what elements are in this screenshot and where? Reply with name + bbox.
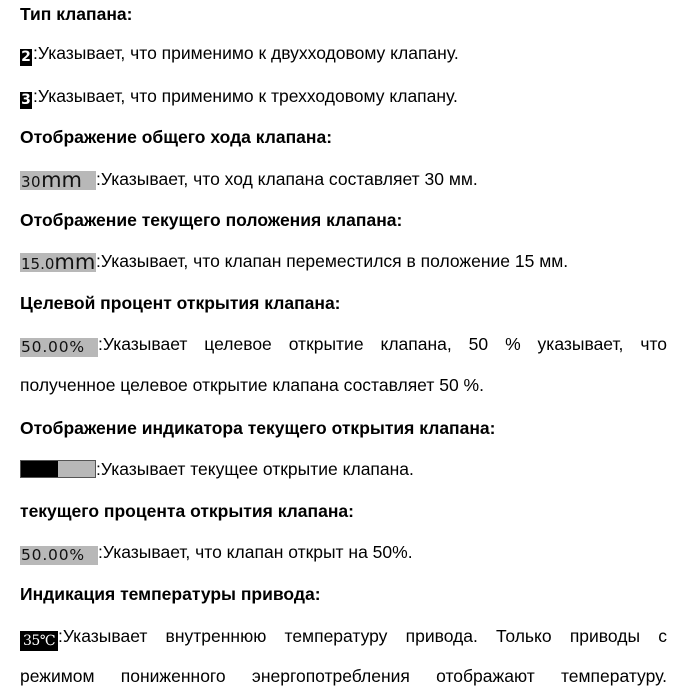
actuator-temp-desc-1: :Указывает внутреннюю температуру привода. Только приводы с: [57, 626, 667, 646]
open-indicator-fill: [21, 461, 58, 477]
total-stroke-readout: [20, 168, 96, 192]
two-way-valve-icon: 2: [21, 49, 31, 65]
target-percent-desc-1: :Указывает целевое открытие клапана, 50 % указывает, что: [98, 334, 667, 354]
current-position-desc: :Указывает, что клапан переместился в положение 15 мм.: [96, 251, 569, 271]
current-position-readout: [20, 250, 96, 274]
current-position-unit: mm: [54, 250, 96, 274]
total-stroke-unit: mm: [41, 168, 83, 192]
line-two-way-valve: [20, 42, 667, 66]
line-total-stroke: [20, 168, 667, 190]
line-actuator-temp-1: [20, 625, 667, 651]
line-current-position: [20, 250, 667, 272]
heading-total-stroke: Отображение общего хода клапана:: [20, 127, 333, 147]
line-target-percent-1: [20, 333, 667, 357]
three-way-valve-desc: :Указывает, что применимо к трехходовому клапану.: [33, 86, 458, 106]
heading-open-indicator: Отображение индикатора текущего открытия клапана:: [20, 418, 496, 438]
heading-actuator-temp: Индикация температуры привода:: [20, 584, 321, 604]
current-percent-desc: :Указывает, что клапан открыт на 50%.: [98, 542, 413, 562]
heading-current-position: Отображение текущего положения клапана:: [20, 210, 403, 230]
target-percent-readout: 50.00%: [20, 338, 98, 357]
actuator-temp-readout: 35℃: [20, 631, 58, 651]
heading-valve-type: Тип клапана:: [20, 4, 133, 24]
heading-target-percent: Целевой процент открытия клапана:: [20, 293, 341, 313]
line-current-percent: [20, 541, 667, 565]
line-actuator-temp-2: режимом пониженного энергопотребления отображают температуру.: [20, 666, 667, 686]
three-way-valve-icon: 3: [21, 92, 31, 108]
open-indicator-desc: :Указывает текущее открытие клапана.: [96, 459, 414, 479]
two-way-valve-desc: :Указывает, что применимо к двухходовому клапану.: [33, 43, 459, 63]
total-stroke-desc: :Указывает, что ход клапана составляет 30 мм.: [96, 169, 478, 189]
line-open-indicator: [20, 458, 667, 480]
current-percent-readout: 50.00%: [20, 546, 98, 565]
line-three-way-valve: [20, 85, 667, 109]
line-target-percent-2: полученное целевое открытие клапана составляет 50 %.: [20, 375, 484, 395]
heading-current-percent: текущего процента открытия клапана:: [20, 501, 354, 521]
open-indicator-bar: [20, 460, 96, 478]
current-position-value: 15.0: [21, 255, 55, 273]
total-stroke-value: 30: [21, 173, 42, 191]
